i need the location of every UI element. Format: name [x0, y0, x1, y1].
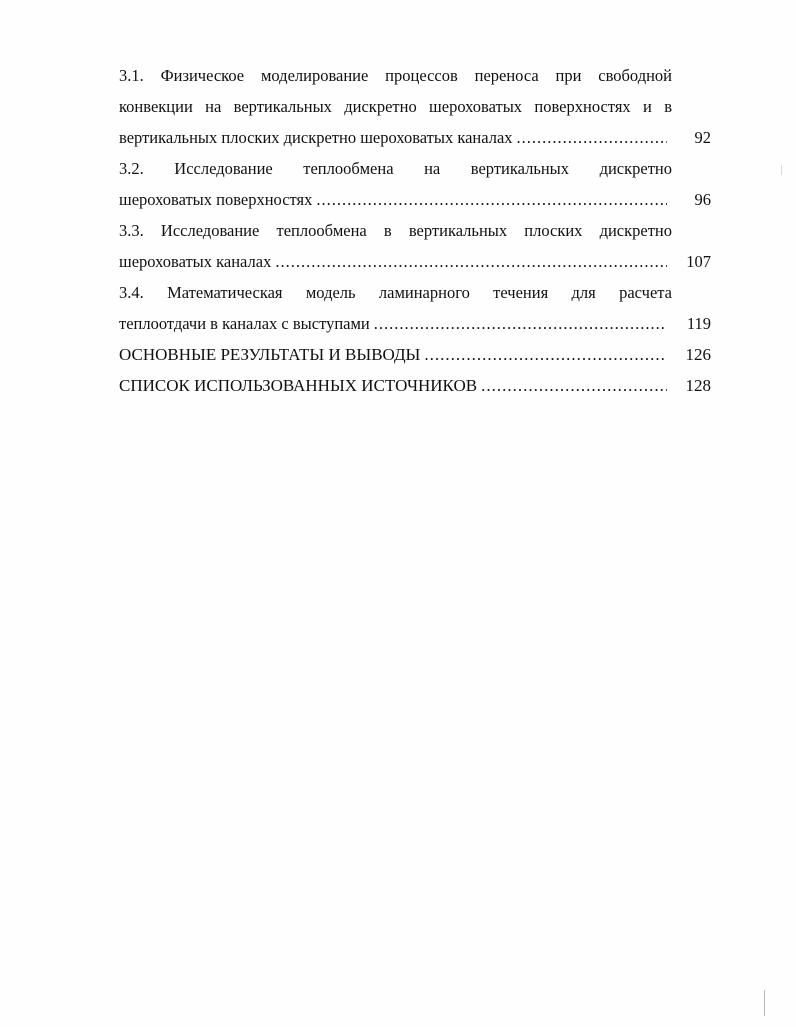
toc-entry-line: конвекции на вертикальных дискретно шероховатых поверхностях и в: [119, 97, 672, 116]
dot-leader: [316, 184, 667, 215]
toc-entry-title: шероховатых поверхностях: [119, 190, 313, 209]
toc-entry-title: ОСНОВНЫЕ РЕЗУЛЬТАТЫ И ВЫВОДЫ: [119, 345, 421, 364]
toc-entry-line: 3.4. Математическая модель ламинарного течения для расчета: [119, 283, 672, 302]
toc-entry-results: [119, 339, 711, 370]
toc-entry-title: теплоотдачи в каналах с выступами: [119, 314, 370, 333]
dot-leader: [517, 122, 667, 153]
toc-page-number: 128: [685, 376, 711, 395]
dot-leader: [481, 370, 667, 401]
toc-entry-line: 3.3. Исследование теплообмена в вертикальных плоских дискретно: [119, 221, 672, 240]
toc-entry-references: [119, 370, 711, 401]
dot-leader: [275, 246, 667, 277]
toc-entry-last-line: [119, 246, 711, 277]
toc-page-number: 107: [686, 252, 711, 271]
toc-entry-last-line: [119, 370, 711, 401]
scan-artifact: [781, 165, 782, 175]
toc-entry-title: СПИСОК ИСПОЛЬЗОВАННЫХ ИСТОЧНИКОВ: [119, 376, 478, 395]
toc-page-number: 126: [685, 345, 711, 364]
toc-page-number: 119: [686, 314, 711, 333]
toc-entry-last-line: [119, 339, 711, 370]
toc-entry-line: 3.1. Физическое моделирование процессов переноса при свободной: [119, 66, 672, 85]
toc-entry-3-3: [119, 215, 711, 277]
toc-entry-title: шероховатых каналах: [119, 252, 272, 271]
scan-artifact: [764, 990, 765, 1016]
dot-leader: [374, 308, 667, 339]
toc-entry-3-4: [119, 277, 711, 339]
toc-entry-last-line: [119, 184, 711, 215]
toc-entry-title: вертикальных плоских дискретно шероховатых каналах: [119, 128, 513, 147]
toc-entry-last-line: [119, 122, 711, 153]
toc-entry-last-line: [119, 308, 711, 339]
toc-page-number: 96: [694, 190, 711, 209]
toc-entry-3-2: [119, 153, 711, 215]
dot-leader: [424, 339, 667, 370]
toc-entry-line: 3.2. Исследование теплообмена на вертикальных дискретно: [119, 159, 672, 178]
table-of-contents: [119, 60, 711, 401]
toc-entry-3-1: [119, 60, 711, 153]
toc-page-number: 92: [694, 128, 711, 147]
